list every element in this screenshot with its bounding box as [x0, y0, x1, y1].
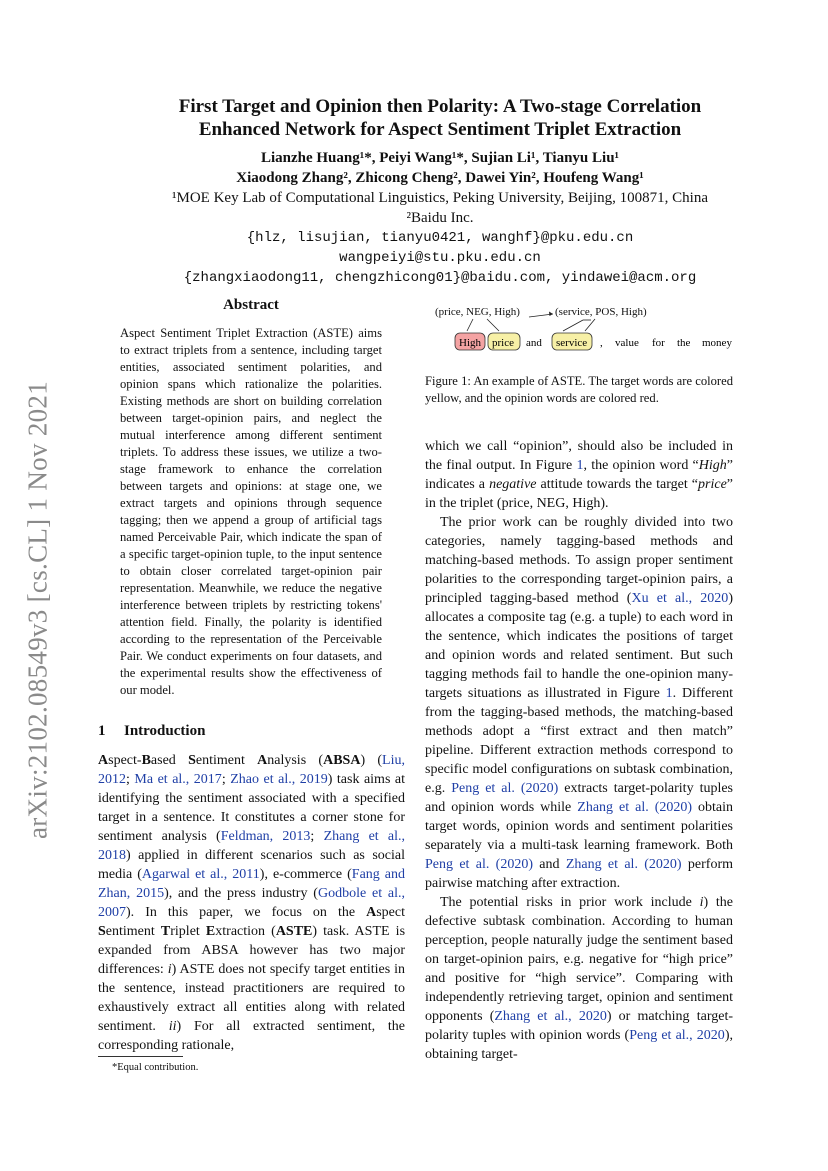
figure-1-caption: Figure 1: An example of ASTE. The target words are colored yellow, and the opinion words are colored red.: [425, 374, 733, 405]
authors-line-2: Xiaodong Zhang², Zhicong Cheng², Dawei Yin², Houfeng Wang¹: [236, 170, 644, 186]
token-price: price: [492, 337, 514, 349]
citation-link[interactable]: Peng et al., 2020: [629, 1028, 725, 1043]
figure-ref-link[interactable]: 1: [576, 458, 584, 473]
token-service: service: [556, 337, 588, 349]
fig-triplet-2: (service, POS, High): [555, 306, 647, 318]
citation-link[interactable]: Zhang et al. (2020): [565, 857, 682, 872]
citation-link[interactable]: Ma et al., 2017: [134, 772, 222, 787]
arxiv-identifier: [18, 370, 58, 850]
footnote-rule: [98, 1056, 183, 1057]
citation-link[interactable]: Peng et al. (2020): [451, 781, 559, 796]
arxiv-id-text: arXiv:2102.08549v3 [cs.CL] 1 Nov 2021: [22, 380, 53, 840]
token-money: money: [702, 337, 732, 349]
section-number: 1: [98, 723, 106, 739]
email-addresses: [60, 228, 820, 288]
citation-link[interactable]: Peng et al. (2020): [425, 857, 533, 872]
token-and: and: [526, 337, 542, 349]
citation-link[interactable]: Zhao et al., 2019: [230, 772, 328, 787]
section-heading: [98, 723, 205, 740]
email-line-2: wangpeiyi@stu.pku.edu.cn: [339, 250, 541, 266]
figure-ref-link[interactable]: 1: [665, 686, 673, 701]
affiliation-2: ²Baidu Inc.: [406, 210, 474, 226]
citation-link[interactable]: Zhang et al. (2020): [577, 800, 693, 815]
citation-link[interactable]: Zhang et al., 2020: [494, 1009, 607, 1024]
intro-column-right: which we call “opinion”, should also be included in the final output. In Figure 1, the opinion word “High” indicates a negative attitude towards the target “price” in the triplet (price, NEG, High). The prior work can be roughly divided into two categories, namely tagging-based methods and matching-based methods. To assign proper sentiment polarities to the corresponding target-opinion pairs, a principled tagging-based method (Xu et al., 2020) allocates a composite tag (e.g. a tuple) to each word in the sentence, which indicates the positions of target and opinion words and related sentiment. But such tagging methods fail to handle the one-opinion many-targets situations as illustrated in Figure 1. Different from the tagging-based methods, the matching-based methods adopt a “first extract and then match” pipeline. Different extraction methods correspond to specific model configurations on subtask combination, e.g. Peng et al. (2020) extracts target-polarity tuples and opinion words while Zhang et al. (2020) obtain target words, opinion words and sentiment polarities separately via a multi-task learning framework. Both Peng et al. (2020) and Zhang et al. (2020) perform pairwise matching after extraction. The potential risks in prior work include i) the defective subtask combination. According to human perception, people naturally judge the sentiment based on target-opinion pairs, e.g. negative for “high price” and positive for “high service”. Comparing with independently retrieving target, opinion and sentiment opponents (Zhang et al., 2020) or matching target-polarity tuples with opinion words (Peng et al., 2020), obtaining target-: [425, 439, 734, 1062]
author-list: [60, 148, 820, 188]
footnote: *Equal contribution.: [112, 1062, 199, 1073]
title-line-1: First Target and Opinion then Polarity: A Two-stage Correlation: [178, 96, 702, 117]
citation-link[interactable]: Agarwal et al., 2011: [141, 867, 260, 882]
authors-line-1: Lianzhe Huang¹*, Peiyi Wang¹*, Sujian Li¹, Tianyu Liu¹: [260, 150, 620, 166]
abstract-heading: Abstract: [223, 297, 279, 313]
figure-1: [425, 300, 735, 362]
abstract-body: Aspect Sentiment Triplet Extraction (ASTE) aims to extract triplets from a sentence, including target entities, associated sentiment polarities, and opinion spans which rationalize the polarities. Existing methods are short on building correlation between target-opinion pairs, and neglect the mutual interference among different sentiment triplets. To address these issues, we utilize a two-stage framework to enhance the correlation between targets and opinions: at stage one, we extract targets and opinions through sequence tagging; then we append a group of artificial tags named Perceivable Pair, which indicate the span of a specific target-opinion tuple, to the input sentence to obtain closer correlated target-opinion pair representation. Meanwhile, we reduce the negative interference between triplets by restricting tokens' attention field. Finally, the polarity is identified according to the representation of the Perceivable Pair. We conduct experiments on four datasets, and the experimental results show the effectiveness of our model.: [120, 326, 382, 697]
token-value: value: [615, 337, 639, 349]
citation-link[interactable]: Zhang et al., 2018: [98, 829, 406, 863]
citation-link[interactable]: Fang and Zhan, 2015: [98, 867, 406, 901]
email-line-1: {hlz, lisujian, tianyu0421, wanghf}@pku.edu.cn: [246, 230, 634, 246]
citation-link[interactable]: Feldman, 2013: [220, 829, 311, 844]
section-title: Introduction: [124, 723, 206, 739]
token-high: High: [459, 337, 481, 349]
fig-triplet-1: (price, NEG, High): [435, 306, 520, 318]
token-for: for: [652, 337, 665, 349]
citation-link[interactable]: Godbole et al., 2007: [98, 886, 405, 920]
affiliations: [60, 188, 820, 228]
title-line-2: Enhanced Network for Aspect Sentiment Triplet Extraction: [198, 119, 682, 140]
affiliation-1: ¹MOE Key Lab of Computational Linguistics, Peking University, Beijing, 100871, China: [172, 190, 708, 206]
citation-link[interactable]: Xu et al., 2020: [631, 591, 729, 606]
paper-title: [60, 95, 820, 141]
citation-link[interactable]: Liu, 2012: [98, 753, 405, 787]
token-the: the: [677, 337, 691, 349]
token-comma: ,: [600, 337, 603, 349]
email-line-3: {zhangxiaodong11, chengzhicong01}@baidu.com, yindawei@acm.org: [183, 270, 697, 286]
intro-column-left: Aspect-Based Sentiment Analysis (ABSA) (Liu, 2012; Ma et al., 2017; Zhao et al., 2019) task aims at identifying the sentiment associated with a specified target in a sentence. It constitutes a corner stone for sentiment analysis (Feldman, 2013; Zhang et al., 2018) applied in different scenarios such as social media (Agarwal et al., 2011), e-commerce (Fang and Zhan, 2015), and the press industry (Godbole et al., 2007). In this paper, we focus on the Aspect Sentiment Triplet Extraction (ASTE) task. ASTE is expanded from ABSA however has two major differences: i) ASTE does not specify target entities in the sentence, instead practitioners are required to exhaustively extract all entities along with related sentiment. ii) For all extracted sentiment, the corresponding rationale,: [98, 753, 406, 1053]
